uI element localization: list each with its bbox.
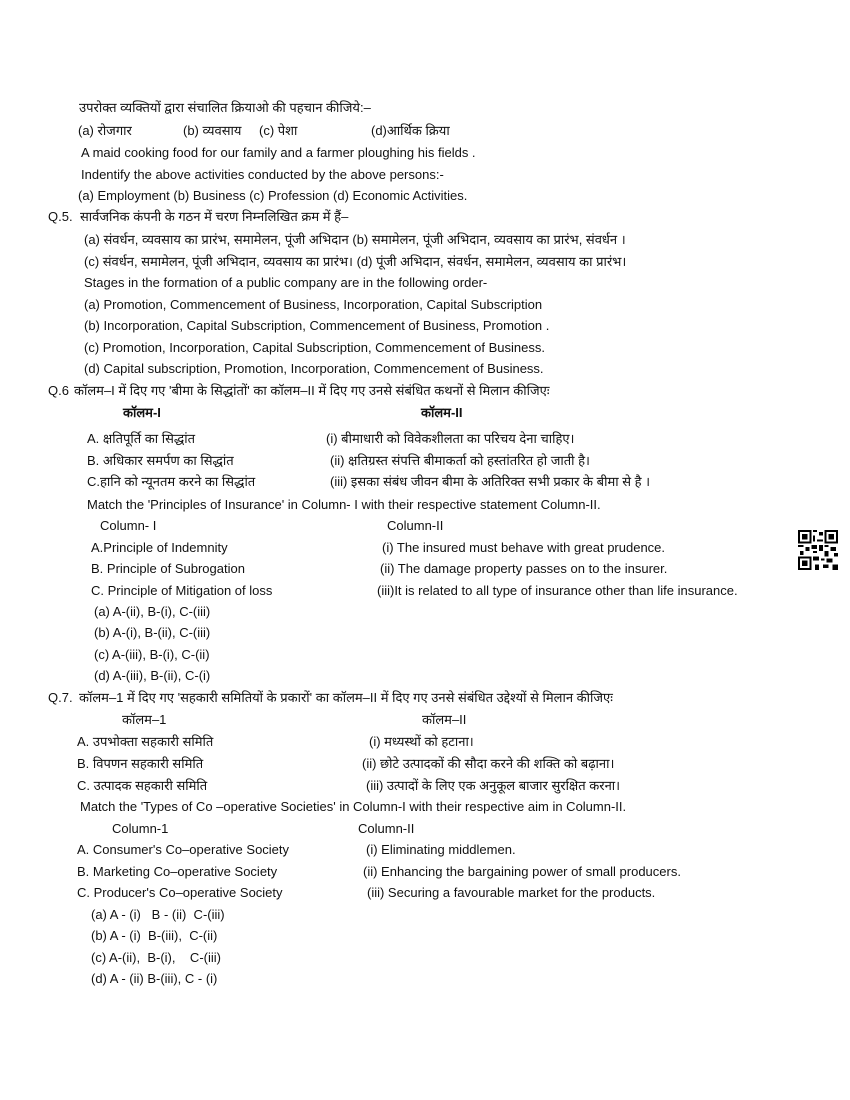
q6-hindi-prompt: कॉलम–I में दिए गए 'बीमा के सिद्धांतों' का कॉलम–II में दिए गए उनसे संबंधित कथनों से मिलान कीजिएः	[74, 383, 550, 398]
q6-hindi-row-b-col1: B. अधिकार समर्पण का सिद्धांत	[87, 453, 234, 468]
q7-option-b: (b) A - (i) B-(iii), C-(ii)	[91, 928, 218, 943]
q4-hindi-prompt: उपरोक्त व्यक्तियों द्वारा संचालित क्रियाओ की पहचान कीजिये:–	[79, 100, 371, 115]
q7-option-d: (d) A - (ii) B-(iii), C - (i)	[91, 971, 218, 986]
q7-hindi-row-c-col2: (iii) उत्पादों के लिए एक अनुकूल बाजार सुरक्षित करना।	[366, 778, 621, 793]
q6-option-a: (a) A-(ii), B-(i), C-(iii)	[94, 604, 211, 619]
q4-english-options: (a) Employment (b) Business (c) Profession (d) Economic Activities.	[78, 188, 468, 203]
q6-english-prompt: Match the 'Principles of Insurance' in Column- I with their respective statement Column-II.	[87, 497, 601, 512]
q6-option-c: (c) A-(iii), B-(i), C-(ii)	[94, 647, 210, 662]
q7-hindi-row-b-col1: B. विपणन सहकारी समिति	[77, 756, 204, 771]
q7-hindi-row-a-col2: (i) मध्यस्थों को हटाना।	[369, 734, 474, 749]
q6-option-d: (d) A-(iii), B-(ii), C-(i)	[94, 668, 211, 683]
q5-option-c: (c) Promotion, Incorporation, Capital Subscription, Commencement of Business.	[84, 340, 545, 355]
q7-option-a: (a) A - (i) B - (ii) C-(iii)	[91, 907, 225, 922]
q6-english-row-b-col2: (ii) The damage property passes on to the insurer.	[380, 561, 668, 576]
q6-english-col1-header: Column- I	[100, 518, 157, 533]
q4-hindi-option-b: (b) व्यवसाय	[183, 123, 242, 138]
q6-option-b: (b) A-(i), B-(ii), C-(iii)	[94, 625, 211, 640]
q7-english-row-c-col1: C. Producer's Co–operative Society	[77, 885, 283, 900]
q7-hindi-prompt: कॉलम–1 में दिए गए 'सहकारी समितियों के प्रकारों' का कॉलम–II में दिए गए उनसे संबंधित उद्देश्यों से मिलान कीजिएः	[79, 690, 613, 705]
q6-english-row-c-col1: C. Principle of Mitigation of loss	[91, 583, 273, 598]
q7-hindi-col1-header: कॉलम–1	[122, 712, 167, 727]
q4-english-context: A maid cooking food for our family and a farmer ploughing his fields .	[81, 145, 476, 160]
q7-english-row-c-col2: (iii) Securing a favourable market for the products.	[367, 885, 656, 900]
q5-option-a: (a) Promotion, Commencement of Business, Incorporation, Capital Subscription	[84, 297, 543, 312]
q7-english-col1-header: Column-1	[112, 821, 169, 836]
q6-english-row-a-col1: A.Principle of Indemnity	[91, 540, 228, 555]
q6-english-row-b-col1: B. Principle of Subrogation	[91, 561, 245, 576]
q7-number: Q.7.	[48, 690, 73, 705]
q7-english-row-b-col2: (ii) Enhancing the bargaining power of small producers.	[363, 864, 681, 879]
q5-hindi-options-line1: (a) संवर्धन, व्यवसाय का प्रारंभ, समामेलन, पूंजी अभिदान (b) समामेलन, पूंजी अभिदान, व्यवसाय का प्रारंभ, संवर्धन ।	[84, 232, 626, 247]
q5-hindi-prompt: सार्वजनिक कंपनी के गठन में चरण निम्नलिखित क्रम में हैं–	[80, 209, 349, 224]
q4-english-prompt: Indentify the above activities conducted by the above persons:-	[81, 167, 444, 182]
q7-english-col2-header: Column-II	[358, 821, 415, 836]
q6-hindi-row-c-col2: (iii) इसका संबंध जीवन बीमा के अतिरिक्त सभी प्रकार के बीमा से है ।	[330, 474, 651, 489]
q6-hindi-row-a-col1: A. क्षतिपूर्ति का सिद्धांत	[87, 431, 196, 446]
q7-english-row-a-col2: (i) Eliminating middlemen.	[366, 842, 516, 857]
q7-hindi-row-c-col1: C. उत्पादक सहकारी समिति	[77, 778, 208, 793]
q5-option-b: (b) Incorporation, Capital Subscription, Commencement of Business, Promotion .	[84, 318, 550, 333]
q4-hindi-option-a: (a) रोजगार	[78, 123, 132, 138]
q7-hindi-row-b-col2: (ii) छोटे उत्पादकों की सौदा करने की शक्ति को बढ़ाना।	[362, 756, 615, 771]
q5-number: Q.5.	[48, 209, 73, 224]
q7-hindi-col2-header: कॉलम–II	[422, 712, 467, 727]
q6-hindi-col1-header: कॉलम-I	[123, 405, 161, 420]
q4-hindi-option-d: (d)आर्थिक क्रिया	[371, 123, 450, 138]
q6-english-row-a-col2: (i) The insured must behave with great prudence.	[382, 540, 666, 555]
q6-hindi-row-a-col2: (i) बीमाधारी को विवेकशीलता का परिचय देना चाहिए।	[326, 431, 575, 446]
qr-code-icon	[798, 530, 838, 570]
q4-hindi-option-c: (c) पेशा	[259, 123, 298, 138]
q5-english-prompt: Stages in the formation of a public company are in the following order-	[84, 275, 488, 290]
q7-english-row-b-col1: B. Marketing Co–operative Society	[77, 864, 278, 879]
q7-hindi-row-a-col1: A. उपभोक्ता सहकारी समिति	[77, 734, 214, 749]
q6-hindi-col2-header: कॉलम-II	[421, 405, 463, 420]
q6-hindi-row-b-col2: (ii) क्षतिग्रस्त संपत्ति बीमाकर्ता को हस्तांतरित हो जाती है।	[330, 453, 590, 468]
q7-option-c: (c) A-(ii), B-(i), C-(iii)	[91, 950, 221, 965]
q5-hindi-options-line2: (c) संवर्धन, समामेलन, पूंजी अभिदान, व्यवसाय का प्रारंभ। (d) पूंजी अभिदान, संवर्धन, समामेलन, व्यवसाय का प्रारंभ।	[84, 254, 627, 269]
q6-number: Q.6	[48, 383, 69, 398]
q5-option-d: (d) Capital subscription, Promotion, Incorporation, Commencement of Business.	[84, 361, 544, 376]
q6-hindi-row-c-col1: C.हानि को न्यूनतम करने का सिद्धांत	[87, 474, 256, 489]
q6-english-col2-header: Column-II	[387, 518, 444, 533]
q6-english-row-c-col2: (iii)It is related to all type of insurance other than life insurance.	[377, 583, 738, 598]
q7-english-prompt: Match the 'Types of Co –operative Societies' in Column-I with their respective aim in Column-II.	[80, 799, 627, 814]
q7-english-row-a-col1: A. Consumer's Co–operative Society	[77, 842, 290, 857]
